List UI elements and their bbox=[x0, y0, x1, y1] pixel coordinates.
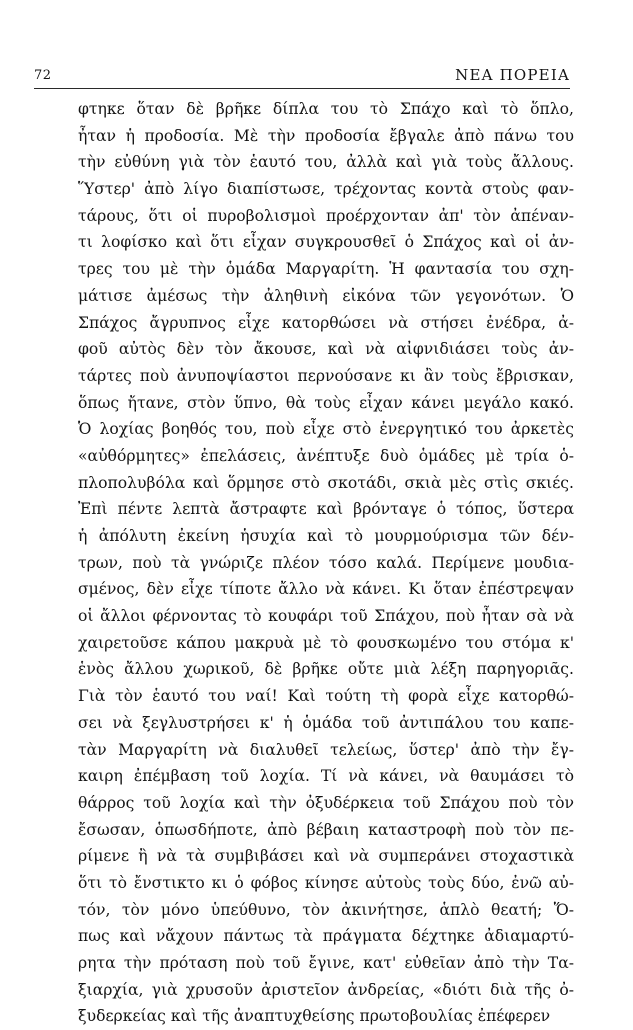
page-header bbox=[34, 64, 570, 86]
text-line: τόν, τὸν μόνο ὑπεύθυνο, τὸν ἀκινήτησε, ἁπλὸ θεατή; Ὅ- bbox=[78, 900, 574, 919]
text-line: θάρρος τοῦ λοχία καὶ τὴν ὀξυδέρκεια τοῦ Σπάχου ποὺ τὸν bbox=[78, 793, 574, 812]
text-line: τι λοφίσκο καὶ ὅτι εἶχαν συγκρουσθεῖ ὁ Σπάχος καὶ οἱ ἀν- bbox=[78, 233, 574, 252]
text-line: φτηκε ὅταν δὲ βρῆκε δίπλα του τὸ Σπάχο καὶ τὸ ὅπλο, bbox=[78, 100, 574, 118]
text-line: μάτισε ἀμέσως τὴν ἀληθινὴ εἰκόνα τῶν γεγονότων. Ὁ bbox=[78, 286, 574, 305]
header-rule bbox=[34, 88, 570, 89]
text-line: τὴν εὐθύνη γιὰ τὸν ἑαυτό του, ἀλλὰ καὶ γιὰ τοὺς ἄλλους. bbox=[78, 153, 574, 172]
text-line: Ὕστερ' ἀπὸ λίγο διαπίστωσε, τρέχοντας κοντὰ στοὺς φαν- bbox=[78, 180, 574, 199]
text-line: «αὐθόρμητες» ἐπελάσεις, ἀνέπτυξε δυὸ ὁμάδες μὲ τρία ὁ- bbox=[78, 446, 574, 465]
text-line: χαιρετοῦσε κάπου μακρυὰ μὲ τὸ φουσκωμένο του στόμα κ' bbox=[78, 633, 574, 652]
text-line: ὅπως ἤτανε, στὸν ὕπνο, θὰ τοὺς εἶχαν κάνει μεγάλο κακό. bbox=[78, 393, 574, 412]
text-line: Ἐπὶ πέντε λεπτὰ ἄστραφτε καὶ βρόνταγε ὁ τόπος, ὕστερα bbox=[78, 500, 574, 519]
running-title: ΝΕΑ ΠΟΡΕΙΑ bbox=[455, 66, 570, 84]
text-line: τρες του μὲ τὴν ὁμάδα Μαργαρίτη. Ἡ φαντασία του σχη- bbox=[78, 260, 574, 279]
text-line: ἡ ἀπόλυτη ἐκείνη ἡσυχία καὶ τὸ μουρμούρισμα τῶν δέν- bbox=[78, 527, 574, 545]
text-line: τάρους, ὅτι οἱ πυροβολισμοὶ προέρχονταν ἀπ' τὸν ἀπέναν- bbox=[78, 206, 574, 225]
text-line: ἔσωσαν, ὁπωσδήποτε, ἀπὸ βέβαιη καταστροφὴ ποὺ τὸν πε- bbox=[78, 820, 574, 839]
text-line: Γιὰ τὸν ἑαυτό του ναί! Καὶ τούτη τὴ φορὰ εἶχε κατορθώ- bbox=[78, 687, 574, 706]
text-line: πως καὶ νἄχουν πάντως τὰ πράγματα δέχτηκε ἀδιαμαρτύ- bbox=[78, 927, 574, 946]
text-line: ξιαρχία, γιὰ χρυσοῦν ἀριστεῖον ἀνδρείας, «διότι διὰ τῆς ὀ- bbox=[78, 980, 574, 999]
text-line: ξυδερκείας καὶ τῆς ἀναπτυχθείσης πρωτοβουλίας ἐπέφερεν bbox=[78, 1007, 551, 1026]
page-number: 72 bbox=[34, 68, 52, 83]
text-line: τὰν Μαργαρίτη νὰ διαλυθεῖ τελείως, ὕστερ' ἀπὸ τὴν ἔγ- bbox=[78, 740, 574, 759]
text-line: ἦταν ἡ προδοσία. Μὲ τὴν προδοσία ἔβγαλε ἀπὸ πάνω του bbox=[78, 126, 574, 145]
text-line: Σπάχος ἄγρυπνος εἶχε κατορθώσει νὰ στήσει ἐνέδρα, ἀ- bbox=[78, 313, 574, 332]
text-line: ὅτι τὸ ἔνστικτο κι ὁ φόβος κίνησε αὐτοὺς τοὺς δύο, ἐνῶ αὐ- bbox=[78, 873, 574, 892]
text-line: σμένος, δὲν εἶχε τίποτε ἄλλο νὰ κάνει. Κι ὅταν ἐπέστρεψαν bbox=[78, 580, 574, 599]
text-line: οἱ ἄλλοι φέρνοντας τὸ κουφάρι τοῦ Σπάχου, ποὺ ἦταν σὰ νὰ bbox=[78, 607, 574, 626]
text-line: καιρη ἐπέμβαση τοῦ λοχία. Τί νὰ κάνει, νὰ θαυμάσει τὸ bbox=[78, 767, 574, 786]
text-line: σει νὰ ξεγλυστρήσει κ' ἡ ὁμάδα τοῦ ἀντιπάλου του καπε- bbox=[78, 713, 574, 732]
text-line: ρίμενε ἢ νὰ τὰ συμβιβάσει καὶ νὰ συμπεράνει στοχαστικὰ bbox=[78, 847, 574, 866]
text-line: φοῦ αὐτὸς δὲν τὸν ἄκουσε, καὶ νὰ αἰφνιδιάσει τοὺς ἀν- bbox=[78, 340, 574, 359]
text-line: τρων, ποὺ τὰ γνώριζε πλέον τόσο καλά. Περίμενε μουδια- bbox=[78, 553, 574, 572]
text-line: τάρτες ποὺ ἀνυποψίαστοι περνούσανε κι ἂν τοὺς ἔβρισκαν, bbox=[78, 366, 574, 385]
text-line: Ὁ λοχίας βοηθός του, ποὺ εἶχε στὸ ἐνεργητικό του ἀρκετὲς bbox=[78, 420, 574, 439]
text-line: ρητα τὴν πρόταση ποὺ τοῦ ἔγινε, κατ' εὐθεῖαν ἀπὸ τὴν Τα- bbox=[78, 954, 574, 972]
text-line: πλοπολυβόλα καὶ ὅρμησε στὸ σκοτάδι, σκιὰ μὲς στὶς σκιές. bbox=[78, 473, 574, 492]
text-line: ἑνὸς ἄλλου χωρικοῦ, δὲ βρῆκε οὔτε μιὰ λέξη παρηγοριᾶς. bbox=[78, 660, 574, 679]
body-text bbox=[78, 96, 574, 1030]
